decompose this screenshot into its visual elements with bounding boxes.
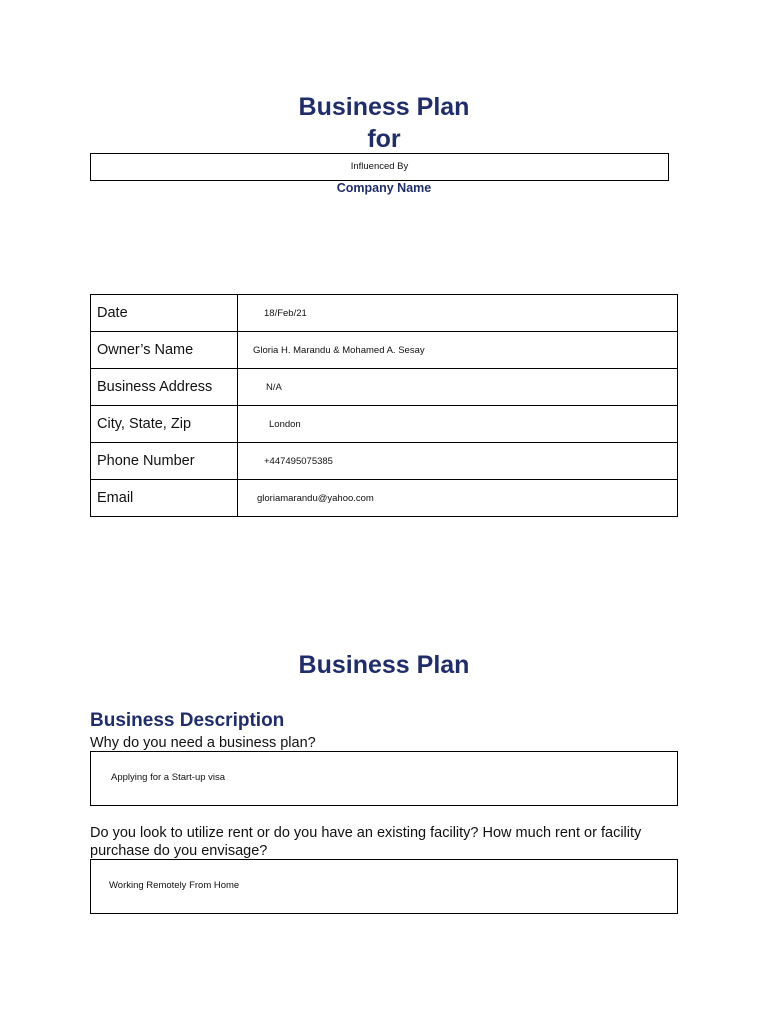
table-row (91, 369, 678, 406)
phone-number-value: +447495075385 (238, 443, 678, 480)
table-row (91, 443, 678, 480)
question-why-business-plan: Why do you need a business plan? (90, 735, 316, 751)
phone-number-label: Phone Number (91, 443, 238, 480)
business-address-value: N/A (238, 369, 678, 406)
business-info-table (90, 294, 678, 517)
business-address-label: Business Address (91, 369, 238, 406)
table-row (91, 406, 678, 443)
page-title: Business Plan (298, 93, 470, 121)
answer-text: Applying for a Start-up visa (111, 772, 226, 783)
email-label: Email (91, 480, 238, 517)
owners-name-value: Gloria H. Marandu & Mohamed A. Sesay (238, 332, 678, 369)
city-state-zip-label: City, State, Zip (91, 406, 238, 443)
table-row (91, 295, 678, 332)
city-state-zip-value: London (238, 406, 678, 443)
table-row (91, 480, 678, 517)
answer-box (90, 751, 678, 806)
answer-text: Working Remotely From Home (109, 880, 240, 891)
page-title-for: for (367, 125, 401, 153)
date-label: Date (91, 295, 238, 332)
answer-box (90, 859, 678, 914)
influenced-by-label: Influenced By (350, 161, 409, 172)
date-value: 18/Feb/21 (238, 295, 678, 332)
business-description-heading: Business Description (90, 710, 285, 731)
question-rent-facility: Do you look to utilize rent or do you have an existing facility? How much rent or facility purchase do you envisage? (90, 825, 642, 859)
owners-name-label: Owner’s Name (91, 332, 238, 369)
company-name: Company Name (336, 181, 432, 195)
email-value: gloriamarandu@yahoo.com (238, 480, 678, 517)
influenced-by-box (90, 153, 669, 181)
section-title: Business Plan (298, 651, 470, 679)
table-row (91, 332, 678, 369)
